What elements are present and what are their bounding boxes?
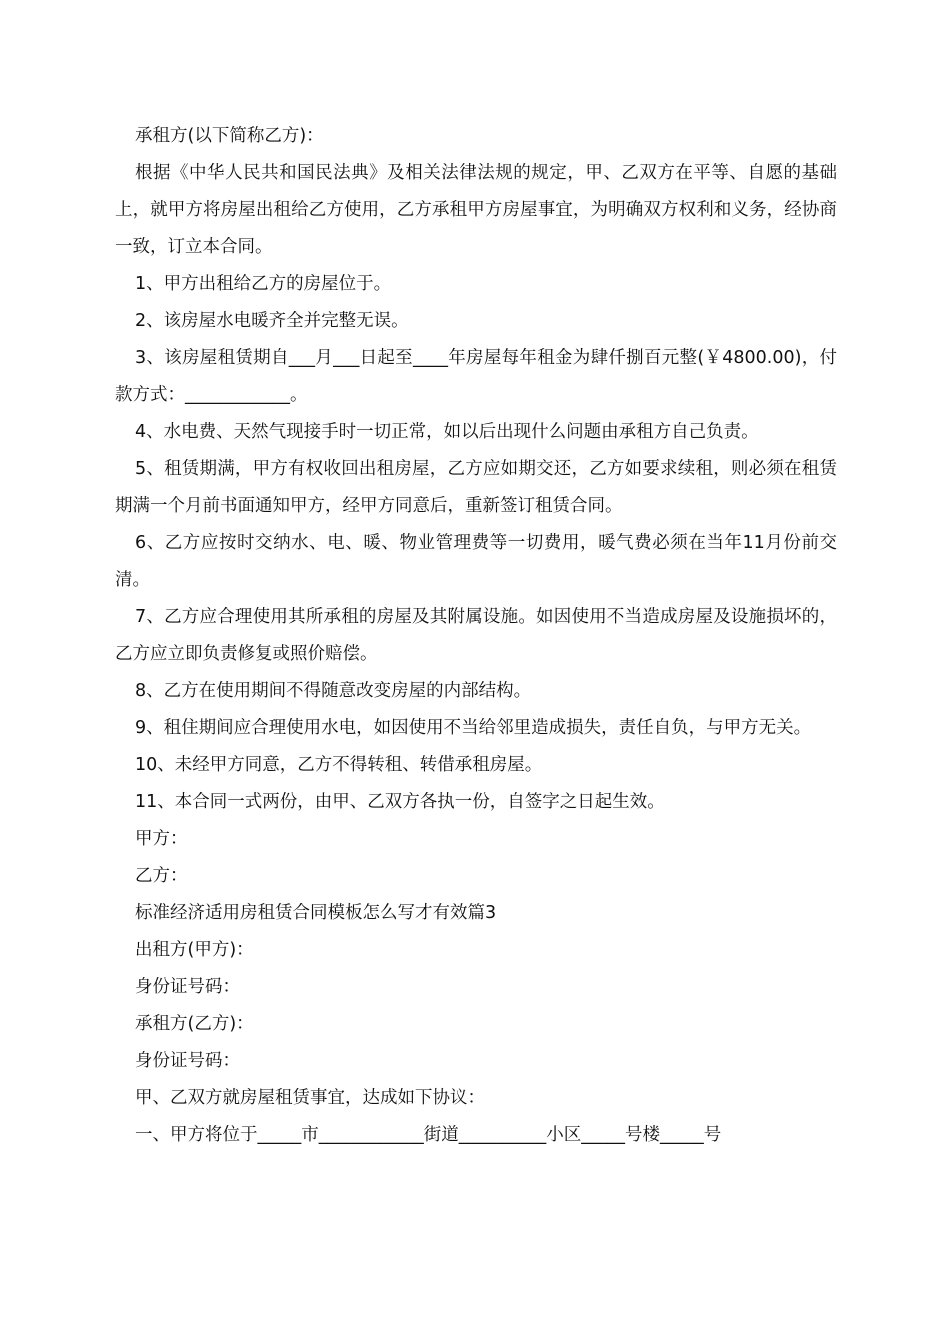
lessor-label: 出租方(甲方)：: [135, 940, 254, 960]
clause-2: 2、该房屋水电暖齐全并完整无误。: [135, 311, 409, 331]
paragraph-preamble: 根据《中华人民共和国民法典》及相关法律法规的规定，甲、乙双方在平等、自愿的基础上，就甲方将房屋出租给乙方使用，乙方承租甲方房屋事宜，为明确双方权利和义务，经协商一致，订立本合同。: [115, 163, 837, 257]
article-1: 一、甲方将位于_____市____________街道__________小区_____号楼_____号: [135, 1125, 722, 1145]
clause-3: 3、该房屋租赁期自___月___日起至____年房屋每年租金为肆仟捌百元整(￥4800.00)，付款方式：____________。: [115, 348, 837, 405]
paragraph-lessee-label: 承租方(以下简称乙方)：: [135, 126, 324, 146]
clause-1: 1、甲方出租给乙方的房屋位于。: [135, 274, 392, 294]
clause-10: 10、未经甲方同意，乙方不得转租、转借承租房屋。: [135, 755, 543, 775]
document-body: [115, 118, 837, 1154]
lessee-id-label: 身份证号码：: [135, 1051, 240, 1071]
clause-5: 5、租赁期满，甲方有权收回出租房屋，乙方应如期交还，乙方如要求续租，则必须在租赁期满一个月前书面通知甲方，经甲方同意后，重新签订租赁合同。: [115, 459, 837, 516]
lessee-label: 承租方(乙方)：: [135, 1014, 254, 1034]
section-heading: 标准经济适用房租赁合同模板怎么写才有效篇3: [135, 903, 497, 923]
clause-6: 6、乙方应按时交纳水、电、暖、物业管理费等一切费用，暖气费必须在当年11月份前交清。: [115, 533, 837, 590]
clause-11: 11、本合同一式两份，由甲、乙双方各执一份，自签字之日起生效。: [135, 792, 665, 812]
clause-4: 4、水电费、天然气现接手时一切正常，如以后出现什么问题由承租方自己负责。: [135, 422, 759, 442]
lessor-id-label: 身份证号码：: [135, 977, 240, 997]
clause-7: 7、乙方应合理使用其所承租的房屋及其附属设施。如因使用不当造成房屋及设施损坏的，乙方应立即负责修复或照价赔偿。: [115, 607, 837, 664]
clause-8: 8、乙方在使用期间不得随意改变房屋的内部结构。: [135, 681, 532, 701]
clause-9: 9、租住期间应合理使用水电，如因使用不当给邻里造成损失，责任自负，与甲方无关。: [135, 718, 812, 738]
signature-party-a: 甲方：: [135, 829, 188, 849]
signature-party-b: 乙方：: [135, 866, 188, 886]
agreement-intro: 甲、乙双方就房屋租赁事宜，达成如下协议：: [135, 1088, 485, 1108]
